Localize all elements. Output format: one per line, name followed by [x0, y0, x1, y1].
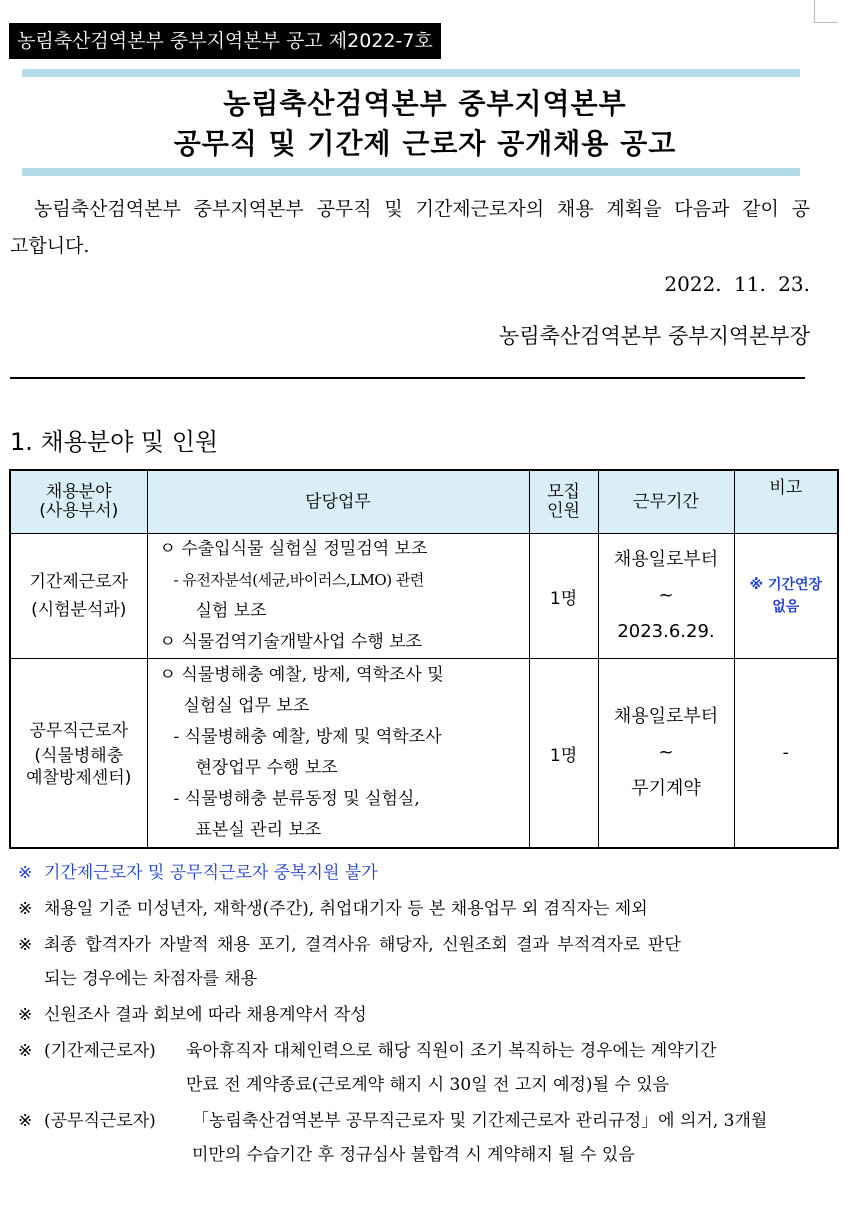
- title-line-2: 공무직 및 기간제 근로자 공개채용 공고: [173, 127, 677, 160]
- note-label: (기간제근로자): [44, 1041, 156, 1061]
- recruitment-table: [9, 469, 839, 849]
- remark-cell: [734, 534, 838, 659]
- field-line: 기간제근로자: [29, 572, 129, 592]
- header-field: [10, 470, 147, 534]
- title-bar-top: [22, 69, 800, 77]
- duty-item: ㅇ 수출입식물 실험실 정밀검역 보조: [159, 539, 428, 559]
- period-line: 2023.6.29.: [617, 621, 715, 642]
- note-item: [18, 892, 813, 926]
- note-item: [18, 1104, 813, 1172]
- note-item: [18, 856, 813, 890]
- field-cell: [10, 659, 147, 849]
- note-text: 만료 전 계약종료(근로계약 해지 시 30일 전 고지 예정)될 수 있음: [186, 1075, 670, 1095]
- title-line-1: 농림축산검역본부 중부지역본부: [223, 87, 627, 120]
- divider: [10, 377, 805, 379]
- note-label: (공무직근로자): [44, 1111, 156, 1131]
- section-heading: 1. 채용분야 및 인원: [10, 428, 219, 456]
- header-count-text: 모집 인원: [547, 482, 580, 521]
- note-text: 미만의 수습기간 후 정규심사 불합격 시 계약해지 될 수 있음: [192, 1145, 635, 1165]
- header-field-text: 채용분야 (사용부서): [39, 482, 119, 521]
- field-cell: [10, 534, 147, 659]
- note-text: 육아휴직자 대체인력으로 해당 직원이 조기 복직하는 경우에는 계약기간: [186, 1041, 717, 1061]
- note-text: 되는 경우에는 차점자를 채용: [44, 969, 258, 989]
- note-mark: ※: [18, 899, 33, 919]
- note-item: [18, 1034, 813, 1102]
- duty-cell: [147, 659, 529, 849]
- period-cell: [598, 659, 734, 849]
- field-line: (시험분석과): [31, 600, 127, 620]
- notice-date: 2022. 11. 23.: [664, 272, 810, 296]
- note-text: 최종 합격자가 자발적 채용 포기, 결격사유 해당자, 신원조회 결과 부적격자로 판단: [44, 935, 681, 955]
- header-count: [529, 470, 598, 534]
- note-item: [18, 928, 813, 996]
- table-row: [10, 659, 838, 849]
- period-line: ~: [658, 742, 674, 763]
- notice-number: 농림축산검역본부 중부지역본부 공고 제2022-7호: [9, 23, 441, 59]
- duty-item: ㅇ 식물병해충 예찰, 방제, 역학조사 및: [159, 665, 444, 685]
- duty-subitem: - 식물병해충 분류동정 및 실험실,: [173, 789, 420, 809]
- period-line: ~: [658, 585, 674, 606]
- note-item: [18, 998, 813, 1032]
- note-text: 신원조사 결과 회보에 따라 채용계약서 작성: [44, 1005, 367, 1025]
- note-mark: ※: [18, 1041, 33, 1061]
- intro-paragraph: 농림축산검역본부 중부지역본부 공무직 및 기간제근로자의 채용 계획을 다음과 같이 공고합니다.: [10, 198, 810, 257]
- note-mark: ※: [18, 863, 33, 883]
- period-line: 무기계약: [631, 778, 701, 799]
- title-bar-bottom: [22, 168, 800, 176]
- duty-subitem-cont: 실험 보조: [195, 601, 267, 621]
- duty-subitem: - 식물병해충 예찰, 방제 및 역학조사: [173, 727, 442, 747]
- duty-cell: [147, 534, 529, 659]
- page-corner-mark: [814, 0, 837, 23]
- note-mark: ※: [18, 935, 33, 955]
- field-line: 예찰방제센터): [26, 768, 132, 788]
- note-text: 기간제근로자 및 공무직근로자 중복지원 불가: [44, 863, 378, 883]
- duty-item: ㅇ 식물검역기술개발사업 수행 보조: [159, 632, 423, 652]
- note-text: 채용일 기준 미성년자, 재학생(주간), 취업대기자 등 본 채용업무 외 겸직자는 제외: [44, 899, 648, 919]
- note-mark: ※: [18, 1111, 33, 1131]
- remark-line: ※ 기간연장: [749, 577, 823, 593]
- header-duties: 담당업무: [147, 470, 529, 534]
- duty-subitem: - 유전자분석(세균,바이러스,LMO) 관련: [173, 571, 424, 589]
- issuer: 농림축산검역본부 중부지역본부장: [499, 324, 810, 348]
- remark-cell: -: [734, 659, 838, 849]
- period-line: 채용일로부터: [613, 549, 719, 570]
- count-cell: 1명: [529, 659, 598, 849]
- duty-subitem-cont: 현장업무 수행 보조: [195, 758, 338, 778]
- field-line: 공무직근로자: [29, 721, 129, 741]
- duty-item-cont: 실험실 업무 보조: [183, 696, 310, 716]
- field-line: (식물병해충: [34, 746, 124, 766]
- period-line: 채용일로부터: [613, 706, 719, 727]
- remark-line: 없음: [772, 599, 800, 615]
- count-cell: 1명: [529, 534, 598, 659]
- notes-list: [18, 856, 813, 1174]
- note-mark: ※: [18, 1005, 33, 1025]
- note-text: 「농림축산검역본부 공무직근로자 및 기간제근로자 관리규정」에 의거, 3개월: [192, 1111, 768, 1131]
- table-row: [10, 534, 838, 659]
- header-remark: 비고: [734, 470, 838, 534]
- header-period: 근무기간: [598, 470, 734, 534]
- duty-subitem-cont: 표본실 관리 보조: [195, 820, 322, 840]
- period-cell: [598, 534, 734, 659]
